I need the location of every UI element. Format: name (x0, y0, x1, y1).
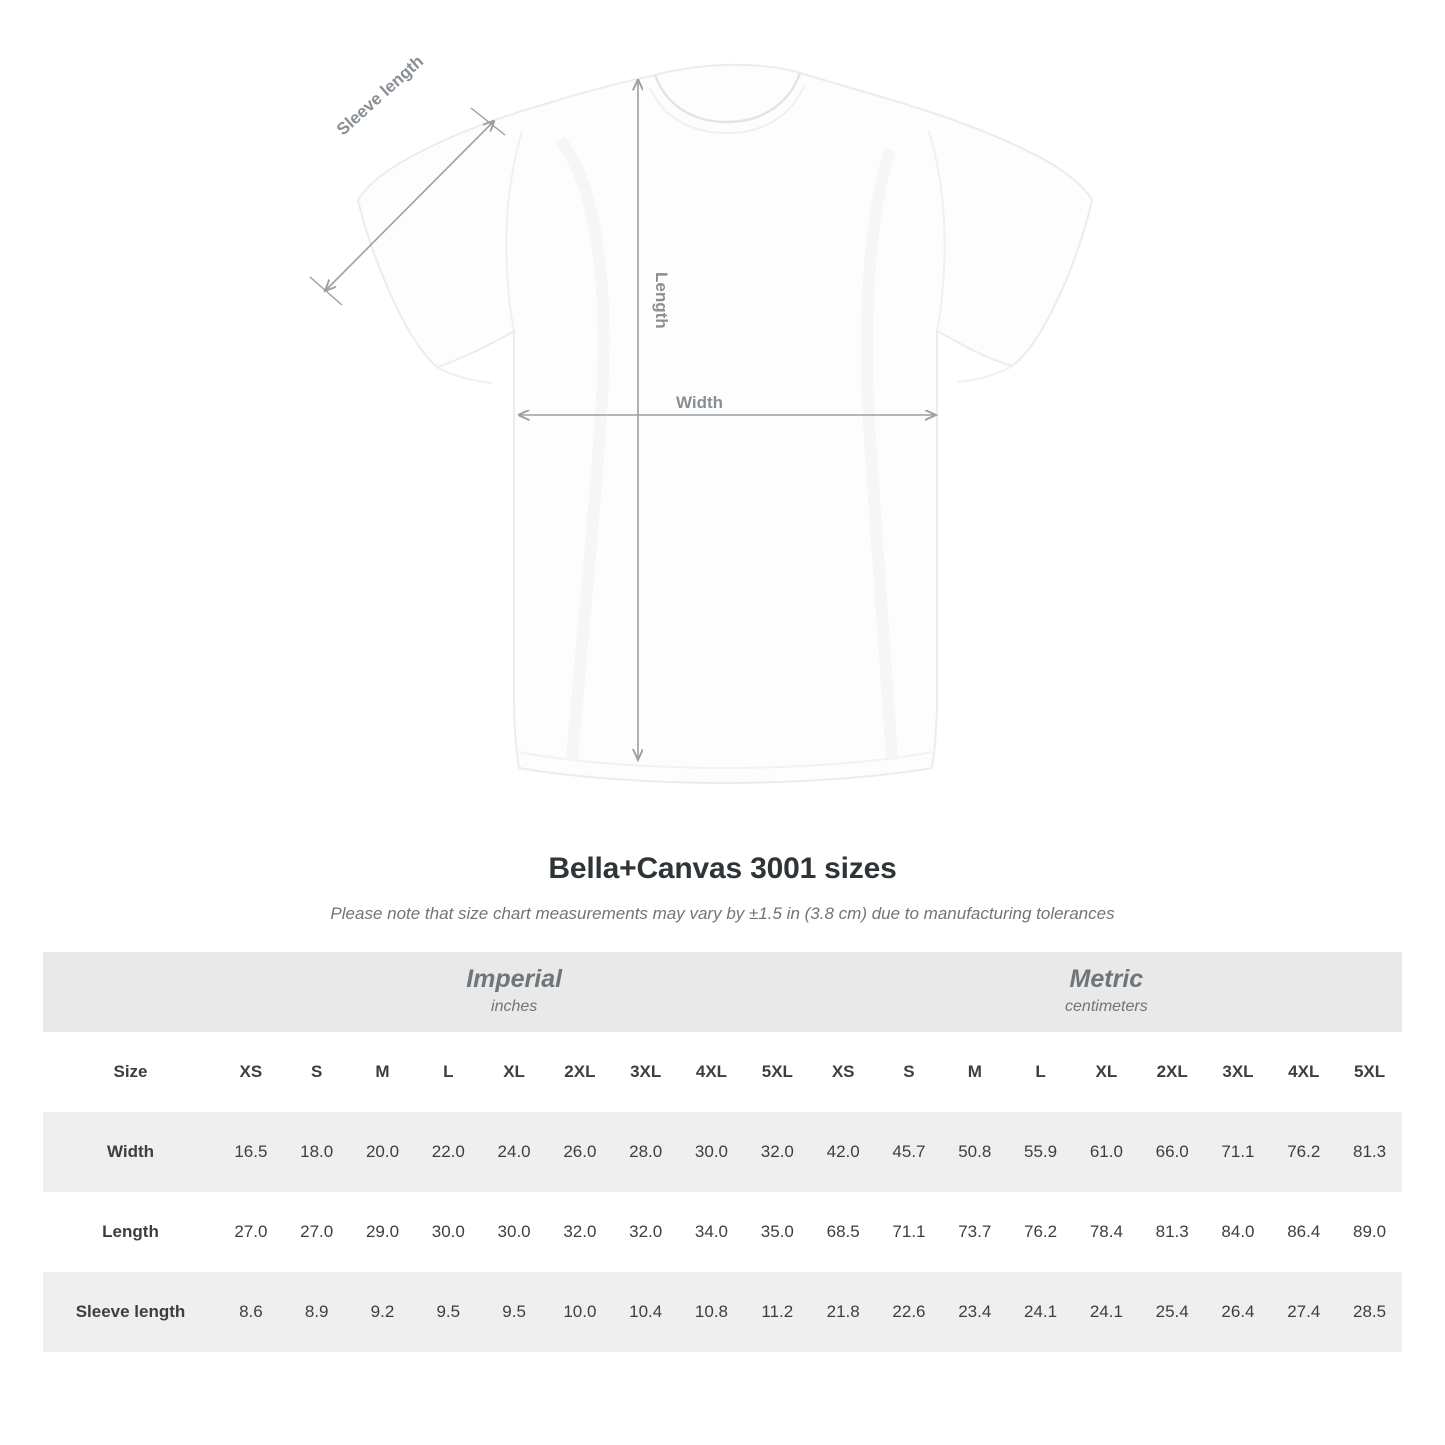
table-row (43, 1272, 1402, 1352)
column-header-4xl-metric: 4XL (1271, 1032, 1337, 1112)
cell-sleeve-l-cm: 24.1 (1008, 1272, 1074, 1352)
width-dimension-label: Width (676, 393, 724, 412)
cell-length-4xl-cm: 86.4 (1271, 1192, 1337, 1272)
column-header-2xl-metric: 2XL (1139, 1032, 1205, 1112)
cell-sleeve-5xl-in: 11.2 (744, 1272, 810, 1352)
cell-width-s-cm: 45.7 (876, 1112, 942, 1192)
size-table-wrapper (43, 952, 1402, 1352)
page-title: Bella+Canvas 3001 sizes (548, 852, 897, 885)
cell-width-xs-cm: 42.0 (810, 1112, 876, 1192)
cell-length-xs-in: 27.0 (218, 1192, 284, 1272)
cell-length-xs-cm: 68.5 (810, 1192, 876, 1272)
tolerance-note: Please note that size chart measurements may vary by ±1.5 in (3.8 cm) due to manufacturing tolerances (330, 904, 1115, 923)
column-header-xl-imperial: XL (481, 1032, 547, 1112)
cell-width-3xl-cm: 71.1 (1205, 1112, 1271, 1192)
row-label-length: Length (43, 1192, 218, 1272)
table-row (43, 1192, 1402, 1272)
cell-length-3xl-in: 32.0 (613, 1192, 679, 1272)
title-block (0, 852, 1445, 924)
cell-sleeve-xl-cm: 24.1 (1073, 1272, 1139, 1352)
cell-sleeve-xs-cm: 21.8 (810, 1272, 876, 1352)
cell-sleeve-4xl-cm: 27.4 (1271, 1272, 1337, 1352)
row-label-width: Width (43, 1112, 218, 1192)
column-header-xs-imperial: XS (218, 1032, 284, 1112)
cell-length-5xl-in: 35.0 (744, 1192, 810, 1272)
column-header-xs-metric: XS (810, 1032, 876, 1112)
cell-width-4xl-in: 30.0 (679, 1112, 745, 1192)
metric-unit-label: centimeters (1065, 997, 1148, 1015)
cell-width-l-in: 22.0 (415, 1112, 481, 1192)
cell-width-s-in: 18.0 (284, 1112, 350, 1192)
unit-header-metric (810, 952, 1402, 1032)
cell-width-m-cm: 50.8 (942, 1112, 1008, 1192)
size-header-row (43, 1032, 1402, 1112)
column-header-l-metric: L (1008, 1032, 1074, 1112)
cell-sleeve-2xl-in: 10.0 (547, 1272, 613, 1352)
cell-length-xl-cm: 78.4 (1073, 1192, 1139, 1272)
column-header-l-imperial: L (415, 1032, 481, 1112)
sleeve-length-dimension-label: Sleeve length (333, 51, 428, 140)
cell-sleeve-m-in: 9.2 (350, 1272, 416, 1352)
cell-sleeve-3xl-cm: 26.4 (1205, 1272, 1271, 1352)
cell-sleeve-xs-in: 8.6 (218, 1272, 284, 1352)
cell-length-s-cm: 71.1 (876, 1192, 942, 1272)
cell-sleeve-3xl-in: 10.4 (613, 1272, 679, 1352)
size-row-label: Size (43, 1032, 218, 1112)
cell-length-4xl-in: 34.0 (679, 1192, 745, 1272)
cell-length-xl-in: 30.0 (481, 1192, 547, 1272)
cell-length-2xl-in: 32.0 (547, 1192, 613, 1272)
cell-length-l-cm: 76.2 (1008, 1192, 1074, 1272)
cell-width-xl-in: 24.0 (481, 1112, 547, 1192)
column-header-xl-metric: XL (1073, 1032, 1139, 1112)
cell-sleeve-4xl-in: 10.8 (679, 1272, 745, 1352)
cell-sleeve-m-cm: 23.4 (942, 1272, 1008, 1352)
cell-sleeve-s-in: 8.9 (284, 1272, 350, 1352)
cell-width-m-in: 20.0 (350, 1112, 416, 1192)
cell-length-s-in: 27.0 (284, 1192, 350, 1272)
size-table (43, 952, 1402, 1352)
cell-length-2xl-cm: 81.3 (1139, 1192, 1205, 1272)
column-header-m-metric: M (942, 1032, 1008, 1112)
cell-width-5xl-in: 32.0 (744, 1112, 810, 1192)
cell-length-m-cm: 73.7 (942, 1192, 1008, 1272)
column-header-4xl-imperial: 4XL (679, 1032, 745, 1112)
column-header-s-imperial: S (284, 1032, 350, 1112)
column-header-s-metric: S (876, 1032, 942, 1112)
imperial-system-label: Imperial (466, 964, 563, 993)
cell-length-m-in: 29.0 (350, 1192, 416, 1272)
column-header-3xl-imperial: 3XL (613, 1032, 679, 1112)
cell-width-2xl-cm: 66.0 (1139, 1112, 1205, 1192)
cell-width-4xl-cm: 76.2 (1271, 1112, 1337, 1192)
column-header-2xl-imperial: 2XL (547, 1032, 613, 1112)
cell-length-5xl-cm: 89.0 (1337, 1192, 1403, 1272)
row-label-sleeve-length: Sleeve length (43, 1272, 218, 1352)
cell-sleeve-xl-in: 9.5 (481, 1272, 547, 1352)
cell-sleeve-s-cm: 22.6 (876, 1272, 942, 1352)
cell-width-5xl-cm: 81.3 (1337, 1112, 1403, 1192)
length-dimension-label: Length (652, 272, 671, 329)
column-header-5xl-imperial: 5XL (744, 1032, 810, 1112)
column-header-5xl-metric: 5XL (1337, 1032, 1403, 1112)
cell-length-3xl-cm: 84.0 (1205, 1192, 1271, 1272)
unit-header-spacer (43, 952, 218, 1032)
cell-width-l-cm: 55.9 (1008, 1112, 1074, 1192)
unit-header-imperial (218, 952, 810, 1032)
cell-sleeve-2xl-cm: 25.4 (1139, 1272, 1205, 1352)
cell-width-xs-in: 16.5 (218, 1112, 284, 1192)
cell-width-2xl-in: 26.0 (547, 1112, 613, 1192)
cell-sleeve-5xl-cm: 28.5 (1337, 1272, 1403, 1352)
column-header-3xl-metric: 3XL (1205, 1032, 1271, 1112)
column-header-m-imperial: M (350, 1032, 416, 1112)
table-row (43, 1112, 1402, 1192)
cell-width-3xl-in: 28.0 (613, 1112, 679, 1192)
cell-sleeve-l-in: 9.5 (415, 1272, 481, 1352)
metric-system-label: Metric (1069, 964, 1144, 993)
unit-system-header-row (43, 952, 1402, 1032)
imperial-unit-label: inches (491, 997, 538, 1015)
cell-length-l-in: 30.0 (415, 1192, 481, 1272)
cell-width-xl-cm: 61.0 (1073, 1112, 1139, 1192)
